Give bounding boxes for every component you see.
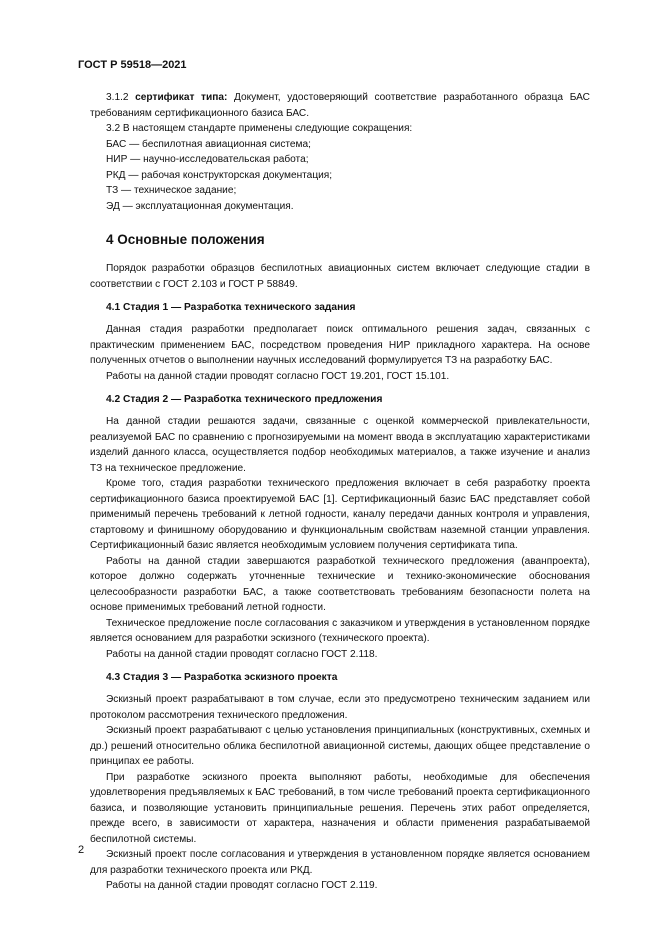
section-intro: Порядок разработки образцов беспилотных авиационных систем включает следующие стадии в соответствии с ГОСТ 2.103 и ГОСТ Р 58849. [90,263,590,290]
subsection-title: 4.3 Стадия 3 — Разработка эскизного проекта [106,672,338,683]
paragraph: При разработке эскизного проекта выполняют работы, необходимые для обеспечения удовлетворения предъявляемых к БАС требований, в том числе требований проекта сертификационного базиса, и позволяющие установить принципиальные решения. Перечень этих работ определяется, прежде всего, в зависимости от характера, назначения и области применения разрабатываемой беспилотной системы. [90,771,590,845]
definition-paragraph [90,90,590,121]
paragraph: На данной стадии решаются задачи, связанные с оценкой коммерческой привлекательности, реализуемой БАС по сравнению с прогнозируемыми на момент ввода в эксплуатацию характеристиками изделий данного класса, осуществляется подбор необходимых материалов, а также изучение и анализ ТЗ на техническое предложение. [90,416,590,474]
paragraph: Работы на данной стадии проводят согласно ГОСТ 2.119. [106,880,378,891]
paragraph: Работы на данной стадии завершаются разработкой технического предложения (аванпроекта), которое должно содержать уточненные технические и технико-экономические обоснования целесообразности разработки БАС, а также соответствовать требованиям безопасности полета на основе применимых требований летной годности. [90,555,590,613]
document-header: ГОСТ Р 59518—2021 [78,59,187,71]
subsection-title: 4.2 Стадия 2 — Разработка технического предложения [106,394,383,405]
paragraph: Кроме того, стадия разработки технического предложения включает в себя разработку проекта сертификационного базиса проектируемой БАС [1]. Сертификационный базис БАС представляет собой применимый перечень требований к летной годности, каналу передачи данных контроля и управления, стартовому и финишному оборудованию и функциональным свойствам наземной станции управления. Сертификационный базис является необходимым условием получения сертификата типа. [90,478,590,551]
paragraph: Техническое предложение после согласования с заказчиком и утверждения в установленном порядке является основанием для разработки эскизного (технического проекта). [90,617,590,644]
definition-text: Документ, удостоверяющий соответствие разработанного образца БАС требованиям сертификационного базиса БАС. [90,92,590,119]
abbrev-item: НИР — научно-исследовательская работа; [106,154,309,165]
paragraph: Работы на данной стадии проводят согласно ГОСТ 2.118. [106,648,378,660]
paragraph: Данная стадия разработки предполагает поиск оптимального решения задач, связанных с практическим применением БАС, посредством проведения НИР прикладного характера. На основе полученных отчетов о выполнении научных исследований формулируется ТЗ на разработку БАС. [90,324,590,366]
abbrev-item: БАС — беспилотная авиационная система; [106,138,311,150]
page-content [90,90,590,894]
paragraph: Эскизный проект разрабатывают в том случае, если это предусмотрено техническим заданием или протоколом рассмотрения технического предложения. [90,694,590,721]
definition-number: 3.1.2 [106,92,129,103]
abbrev-intro: 3.2 В настоящем стандарте применены следующие сокращения: [106,123,413,134]
abbrev-item: ЭД — эксплуатационная документация. [106,200,294,212]
paragraph: Работы на данной стадии проводят согласно ГОСТ 19.201, ГОСТ 15.101. [106,370,450,382]
abbrev-item: РКД — рабочая конструкторская документация; [106,169,333,181]
subsection-title: 4.1 Стадия 1 — Разработка технического задания [106,302,356,313]
page-number: 2 [78,844,85,856]
abbrev-item: ТЗ — техническое задание; [106,185,237,196]
paragraph: Эскизный проект после согласования и утверждения в установленном порядке является основанием для разработки технического проекта или РКД. [90,849,590,876]
section-title: 4 Основные положения [106,232,265,247]
paragraph: Эскизный проект разрабатывают с целью установления принципиальных (конструктивных, схемных и др.) решений относительно облика беспилотной авиационной системы, дающих общее представление о принципах ее работы. [90,725,590,767]
definition-term: сертификат типа: [135,92,228,103]
